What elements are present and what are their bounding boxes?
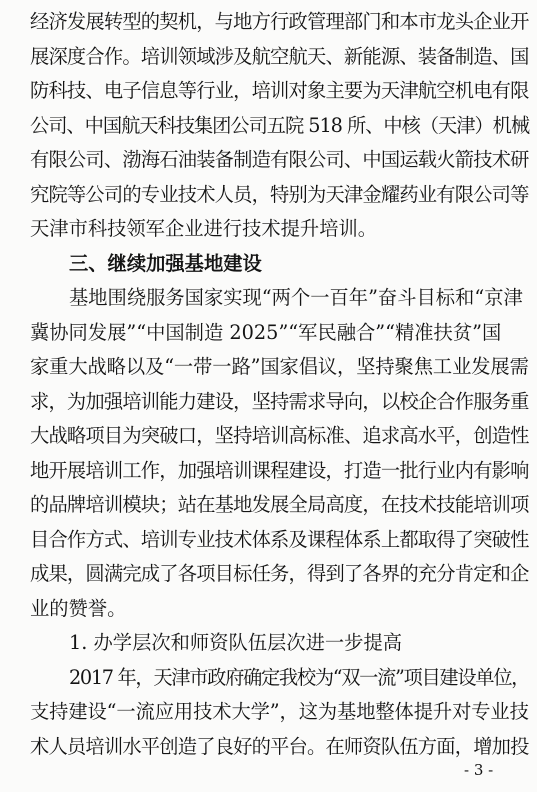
body-line-8: 基地围绕服务国家实现“两个一百年”奋斗目标和“京津 <box>69 286 523 309</box>
body-line-14: 的品牌培训模块；站在基地发展全局高度，在技术技能培训项 <box>30 493 529 516</box>
body-line-7: 天津市科技领军企业进行技术提升培训。 <box>30 217 378 240</box>
body-line-9: 冀协同发展”“中国制造 2025”“军民融合”“精准扶贫”国 <box>30 321 502 344</box>
body-line-20: 术人员培训水平创造了良好的平台。在师资队伍方面，增加投 <box>30 735 529 758</box>
body-line-3: 防科技、电子信息等行业，培训对象主要为天津航空机电有限 <box>30 79 529 102</box>
page-number: - 3 - <box>464 761 494 779</box>
body-line-13: 地开展培训工作，加强培训课程建设，打造一批行业内有影响 <box>30 459 529 482</box>
body-line-5: 有限公司、渤海石油装备制造有限公司、中国运载火箭技术研 <box>30 148 529 171</box>
body-line-11: 求，为加强培训能力建设，坚持需求导向，以校企合作服务重 <box>30 390 529 413</box>
body-line-4: 公司、中国航天科技集团公司五院 518 所、中核（天津）机械 <box>30 114 530 137</box>
body-line-12: 大战略项目为突破口，坚持培训高标准、追求高水平，创造性 <box>30 424 529 447</box>
body-line-16: 成果，圆满完成了各项目标任务，得到了各界的充分肯定和企 <box>30 562 529 585</box>
body-line-15: 目合作方式、培训专业技术体系及课程体系上都取得了突破性 <box>30 528 529 551</box>
body-line-2: 展深度合作。培训领域涉及航空航天、新能源、装备制造、国 <box>30 45 529 68</box>
body-line-1: 经济发展转型的契机，与地方行政管理部门和本市龙头企业开 <box>30 10 529 33</box>
subsection-heading: 1. 办学层次和师资队伍层次进一步提高 <box>69 631 403 654</box>
body-line-18: 2017 年，天津市政府确定我校为“双一流”项目建设单位， <box>69 666 530 689</box>
body-line-17: 业的赞誉。 <box>30 597 127 620</box>
section-heading: 三、继续加强基地建设 <box>69 252 262 275</box>
body-line-10: 家重大战略以及“一带一路”国家倡议，坚持聚焦工业发展需 <box>30 355 529 378</box>
body-line-6: 究院等公司的专业技术人员，特别为天津金耀药业有限公司等 <box>30 183 529 206</box>
body-line-19: 支持建设“一流应用技术大学”，这为基地整体提升对专业技 <box>30 700 529 723</box>
